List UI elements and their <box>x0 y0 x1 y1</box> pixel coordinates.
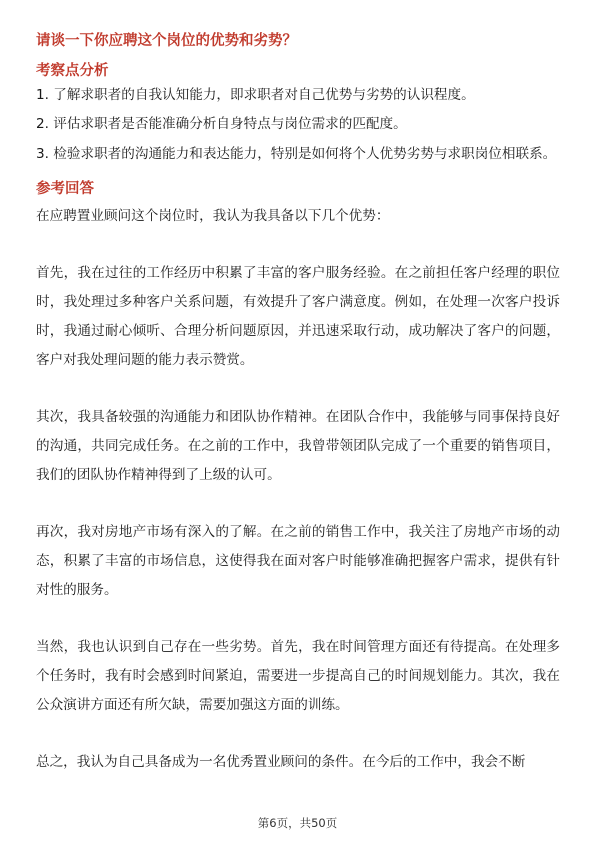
page-footer: 第6页，共50页 <box>257 816 338 830</box>
answer-intro: 在应聘置业顾问这个岗位时，我认为我具备以下几个优势： <box>36 208 390 224</box>
analysis-item: 3. 检验求职者的沟通能力和表达能力，特别是如何将个人优势劣势与求职岗位相联系。 <box>36 146 557 162</box>
analysis-item: 1. 了解求职者的自我认知能力，即求职者对自己优势与劣势的认识程度。 <box>36 87 475 103</box>
analysis-heading: 考察点分析 <box>36 63 109 79</box>
answer-paragraph: 再次，我对房地产市场有深入的了解。在之前的销售工作中，我关注了房地产市场的动态，积累了丰富的市场信息，这使得我在面对客户时能够准确把握客户需求，提供有针对性的服务。 <box>36 524 560 598</box>
document-page <box>36 30 560 777</box>
answer-heading: 参考回答 <box>36 181 94 197</box>
answer-paragraph: 当然，我也认识到自己存在一些劣势。首先，我在时间管理方面还有待提高。在处理多个任务时，我有时会感到时间紧迫，需要进一步提高自己的时间规划能力。其次，我在公众演讲方面还有所欠缺，需要加强这方面的训练。 <box>36 639 560 713</box>
question-heading: 请谈一下你应聘这个岗位的优势和劣势？ <box>36 33 297 49</box>
answer-paragraph: 总之，我认为自己具备成为一名优秀置业顾问的条件。在今后的工作中，我会不断 <box>36 754 526 770</box>
answer-paragraph: 首先，我在过往的工作经历中积累了丰富的客户服务经验。在之前担任客户经理的职位时，我处理过多种客户关系问题，有效提升了客户满意度。例如，在处理一次客户投诉时，我通过耐心倾听、合理分析问题原因，并迅速采取行动，成功解决了客户的问题，客户对我处理问题的能力表示赞赏。 <box>36 265 560 368</box>
analysis-item: 2. 评估求职者是否能准确分析自身特点与岗位需求的匹配度。 <box>36 116 407 132</box>
answer-paragraph: 其次，我具备较强的沟通能力和团队协作精神。在团队合作中，我能够与同事保持良好的沟通，共同完成任务。在之前的工作中，我曾带领团队完成了一个重要的销售项目，我们的团队协作精神得到了上级的认可。 <box>36 409 560 483</box>
